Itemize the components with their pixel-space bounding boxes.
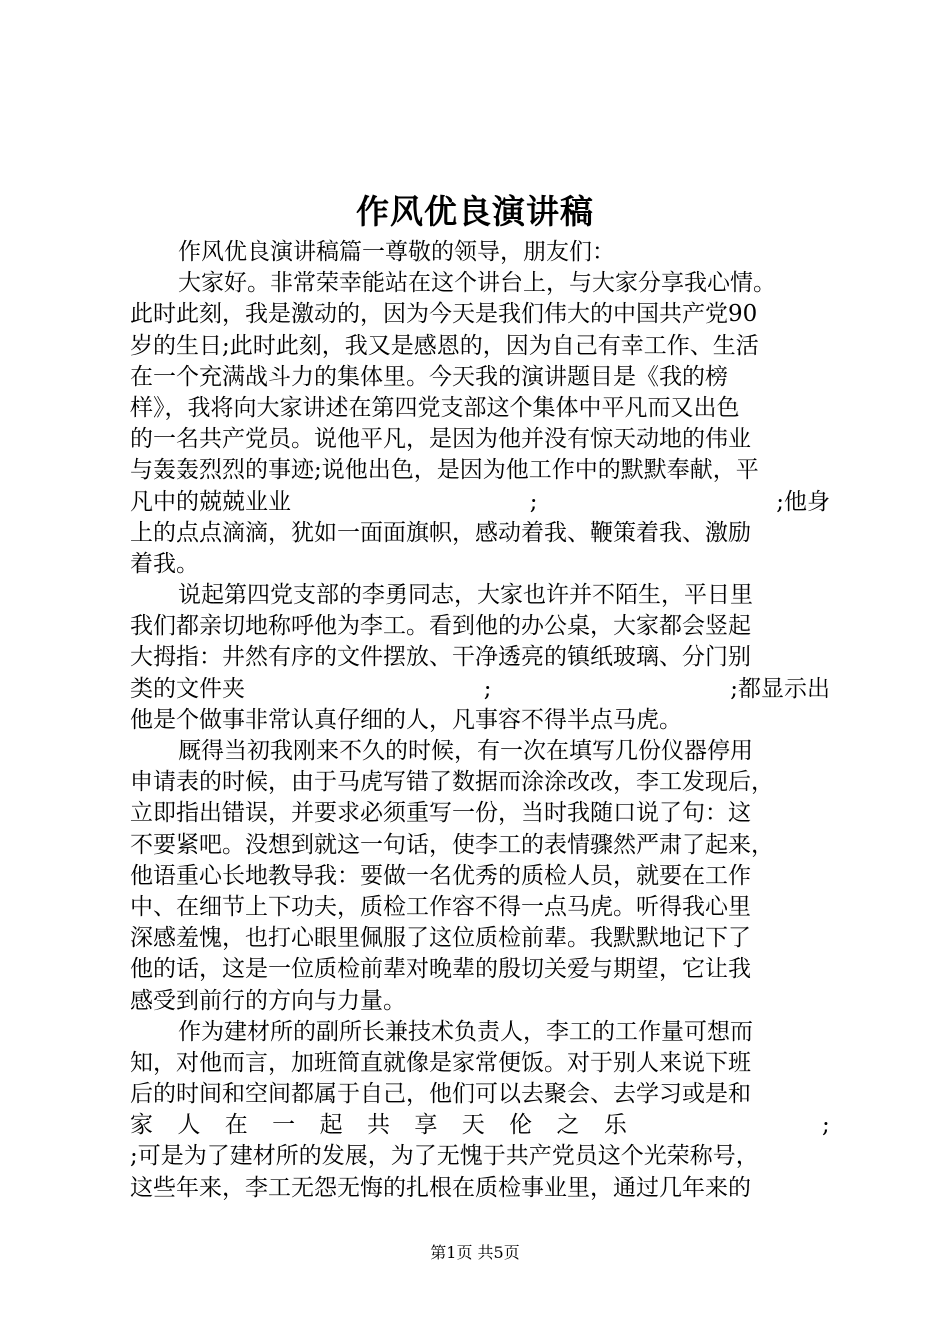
text-line-segment: ;都显示出 <box>730 675 830 702</box>
text-line: 立即指出错误，并要求必须重写一份，当时我随口说了句：这 <box>130 800 751 827</box>
text-line-segment: 一 <box>272 1112 296 1139</box>
text-line-segment: 共 <box>366 1112 390 1139</box>
text-line: 我们都亲切地称呼他为李工。看到他的办公桌，大家都会竖起 <box>130 613 751 640</box>
text-line: 着我。 <box>130 550 199 577</box>
text-line-segment: 人 <box>177 1112 201 1139</box>
text-line-segment: 类的文件夹 <box>130 675 245 702</box>
text-line: 此时此刻，我是激动的，因为今天是我们伟大的中国共产党90 <box>130 301 758 328</box>
text-line: 样》，我将向大家讲述在第四党支部这个集体中平凡而又出色 <box>130 394 740 421</box>
text-line: 他是个做事非常认真仔细的人，凡事容不得半点马虎。 <box>130 706 682 733</box>
text-line: 申请表的时候，由于马虎写错了数据而涂涂改改，李工发现后， <box>130 769 774 796</box>
text-line-segment: 起 <box>319 1112 343 1139</box>
text-line: 知，对他而言，加班简直就像是家常便饭。对于别人来说下班 <box>130 1049 751 1076</box>
text-line-segment: 伦 <box>509 1112 533 1139</box>
page-footer: 第1页 共5页 <box>430 1243 520 1262</box>
text-line-segment: 在 <box>224 1112 248 1139</box>
text-line-segment: 凡中的兢兢业业 <box>130 488 291 515</box>
text-line: 深感羞愧，也打心眼里佩服了这位质检前辈。我默默地记下了 <box>130 925 751 952</box>
text-line-segment: ; <box>483 675 492 702</box>
text-line <box>130 674 830 705</box>
text-line: 这些年来，李工无怨无悔的扎根在质检事业里，通过几年来的 <box>130 1174 751 1201</box>
text-line: 作为建材所的副所长兼技术负责人，李工的工作量可想而 <box>178 1018 753 1045</box>
document-title: 作风优良演讲稿 <box>356 192 594 231</box>
text-line-segment: 享 <box>414 1112 438 1139</box>
text-line: 说起第四党支部的李勇同志，大家也许并不陌生，平日里 <box>178 582 753 609</box>
text-line-segment: ; <box>529 488 538 515</box>
text-line: 后的时间和空间都属于自己，他们可以去聚会、去学习或是和 <box>130 1081 751 1108</box>
text-line-segment: 之 <box>556 1112 580 1139</box>
text-line: 中、在细节上下功夫，质检工作容不得一点马虎。听得我心里 <box>130 893 751 920</box>
text-line: 的一名共产党员。说他平凡，是因为他并没有惊天动地的伟业 <box>130 426 751 453</box>
text-line-segment: 天 <box>461 1112 485 1139</box>
text-line: 不要紧吧。没想到就这一句话，使李工的表情骤然严肃了起来， <box>130 831 774 858</box>
text-line: 他语重心长地教导我：要做一名优秀的质检人员，就要在工作 <box>130 862 751 889</box>
text-line-segment: ;他身 <box>776 488 830 515</box>
text-line-segment: 乐 <box>603 1112 627 1139</box>
text-line: 上的点点滴滴，犹如一面面旗帜，感动着我、鞭策着我、激励 <box>130 519 751 546</box>
text-line: 在一个充满战斗力的集体里。今天我的演讲题目是《我的榜 <box>130 363 728 390</box>
text-line: 厩得当初我刚来不久的时候，有一次在填写几份仪器停用 <box>178 738 753 764</box>
text-line: 岁的生日;此时此刻，我又是感恩的，因为自己有幸工作、生活 <box>130 332 759 359</box>
text-line-segment: 家 <box>130 1112 153 1139</box>
text-line: 他的话，这是一位质检前辈对晚辈的殷切关爱与期望，它让我 <box>130 956 751 983</box>
text-line: 大拇指：井然有序的文件摆放、干净透亮的镇纸玻璃、分门别 <box>130 644 751 671</box>
text-line: 作风优良演讲稿篇一尊敬的领导，朋友们： <box>178 239 615 265</box>
text-line <box>130 487 830 518</box>
text-line-segment: ; <box>822 1112 830 1139</box>
text-line <box>130 1110 830 1141</box>
document-body <box>130 237 830 1204</box>
text-line: 大家好。非常荣幸能站在这个讲台上，与大家分享我心情。 <box>178 270 776 297</box>
text-line: 感受到前行的方向与力量。 <box>130 987 406 1014</box>
text-line: 与轰轰烈烈的事迹;说他出色，是因为他工作中的默默奉献，平 <box>130 457 759 484</box>
text-line: ;可是为了建材所的发展，为了无愧于共产党员这个光荣称号， <box>130 1143 759 1170</box>
